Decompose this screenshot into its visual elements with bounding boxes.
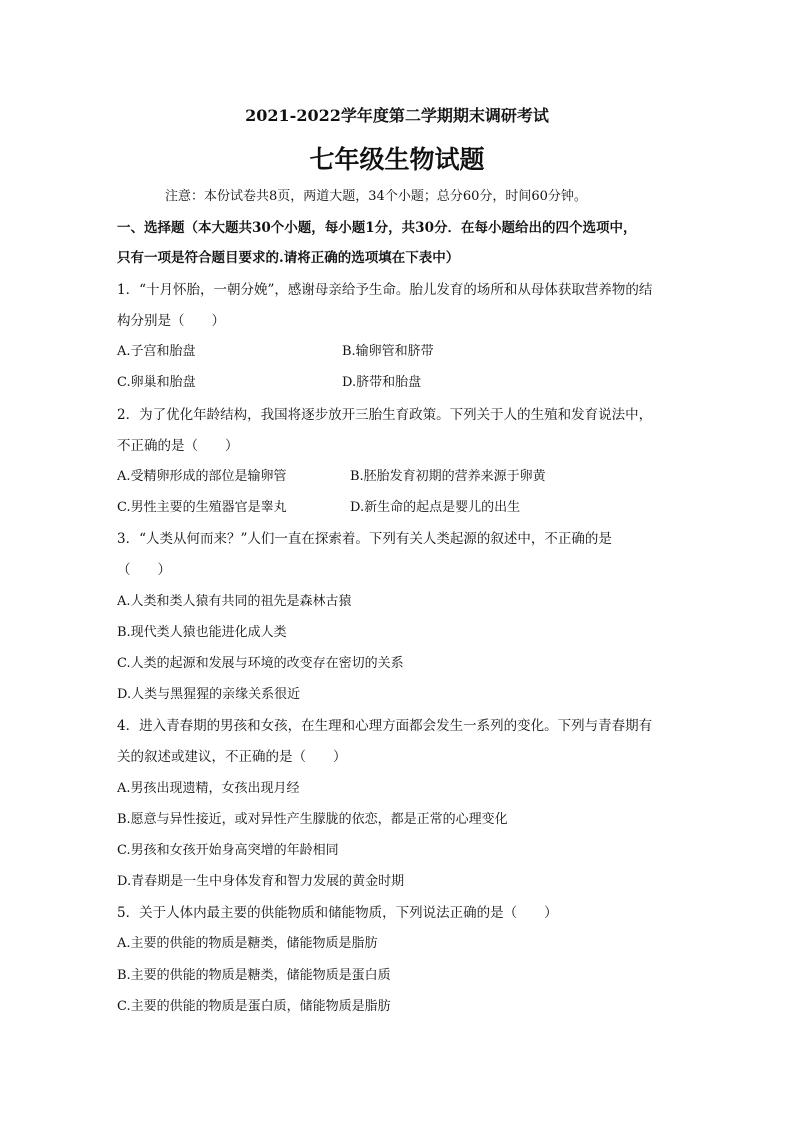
question-5-option-b: B.主要的供能的物质是糖类，储能物质是蛋白质: [117, 968, 391, 983]
exam-notice: 注意：本份试卷共8页，两道大题，34个小题；总分60分，时间60分钟。: [165, 189, 587, 204]
question-2-option-d: D.新生命的起点是婴儿的出生: [350, 500, 521, 515]
question-2-option-b: B.胚胎发育初期的营养来源于卵黄: [350, 469, 546, 484]
question-3-option-b: B.现代类人猿也能进化成人类: [117, 625, 287, 640]
question-1-option-a: A.子宫和胎盘: [117, 344, 196, 359]
question-1-option-c: C.卵巢和胎盘: [117, 375, 196, 390]
section-heading-line-1: 一、选择题（本大题共30个小题，每小题1分，共30分．在每小题给出的四个选项中，: [117, 220, 637, 236]
question-1-text: 构分别是（ ）: [117, 313, 225, 329]
question-1-option-b: B.输卵管和脐带: [342, 344, 434, 359]
question-2-text: 2．为了优化年龄结构，我国将逐步放开三胎生育政策。下列关于人的生殖和发育说法中，: [117, 407, 653, 423]
question-5-text: 5．关于人体内最主要的供能物质和储能物质，下列说法正确的是（ ）: [117, 905, 558, 921]
question-3-option-d: D.人类与黑猩猩的亲缘关系很近: [117, 687, 301, 702]
question-4-text: 关的叙述或建议，不正确的是（ ）: [117, 749, 347, 765]
question-5-option-c: C.主要的供能的物质是蛋白质，储能物质是脂肪: [117, 999, 391, 1014]
question-4-option-a: A.男孩出现遗精，女孩出现月经: [117, 781, 300, 796]
section-heading-line-2: 只有一项是符合题目要求的.请将正确的选项填在下表中）: [117, 250, 460, 266]
question-2-text: 不正确的是（ ）: [117, 438, 239, 454]
question-1-text: 1．“十月怀胎，一朝分娩”，感谢母亲给予生命。胎儿发育的场所和从母体获取营养物的结: [117, 282, 653, 298]
question-5-option-a: A.主要的供能的物质是糖类，储能物质是脂肪: [117, 936, 378, 951]
exam-subject-title: 七年级生物试题: [309, 145, 485, 174]
question-1-option-d: D.脐带和胎盘: [342, 375, 422, 390]
question-3-option-a: A.人类和类人猿有共同的祖先是森林古猿: [117, 594, 352, 609]
question-4-option-b: B.愿意与异性接近，或对异性产生朦胧的依恋，都是正常的心理变化: [117, 812, 508, 827]
question-4-text: 4．进入青春期的男孩和女孩，在生理和心理方面都会发生一系列的变化。下列与青春期有: [117, 718, 653, 734]
question-3-option-c: C.人类的起源和发展与环境的改变存在密切的关系: [117, 656, 404, 671]
question-2-option-a: A.受精卵形成的部位是输卵管: [117, 469, 287, 484]
question-2-option-c: C.男性主要的生殖器官是睾丸: [117, 500, 287, 515]
question-4-option-d: D.青春期是一生中身体发育和智力发展的黄金时期: [117, 874, 405, 889]
question-3-text: 3．“人类从何而来？”人们一直在探索着。下列有关人类起源的叙述中，不正确的是: [117, 531, 612, 547]
exam-period-title: 2021-2022学年度第二学期期末调研考试: [245, 106, 549, 125]
question-4-option-c: C.男孩和女孩开始身高突增的年龄相同: [117, 843, 339, 858]
question-3-text: （ ）: [117, 562, 171, 578]
